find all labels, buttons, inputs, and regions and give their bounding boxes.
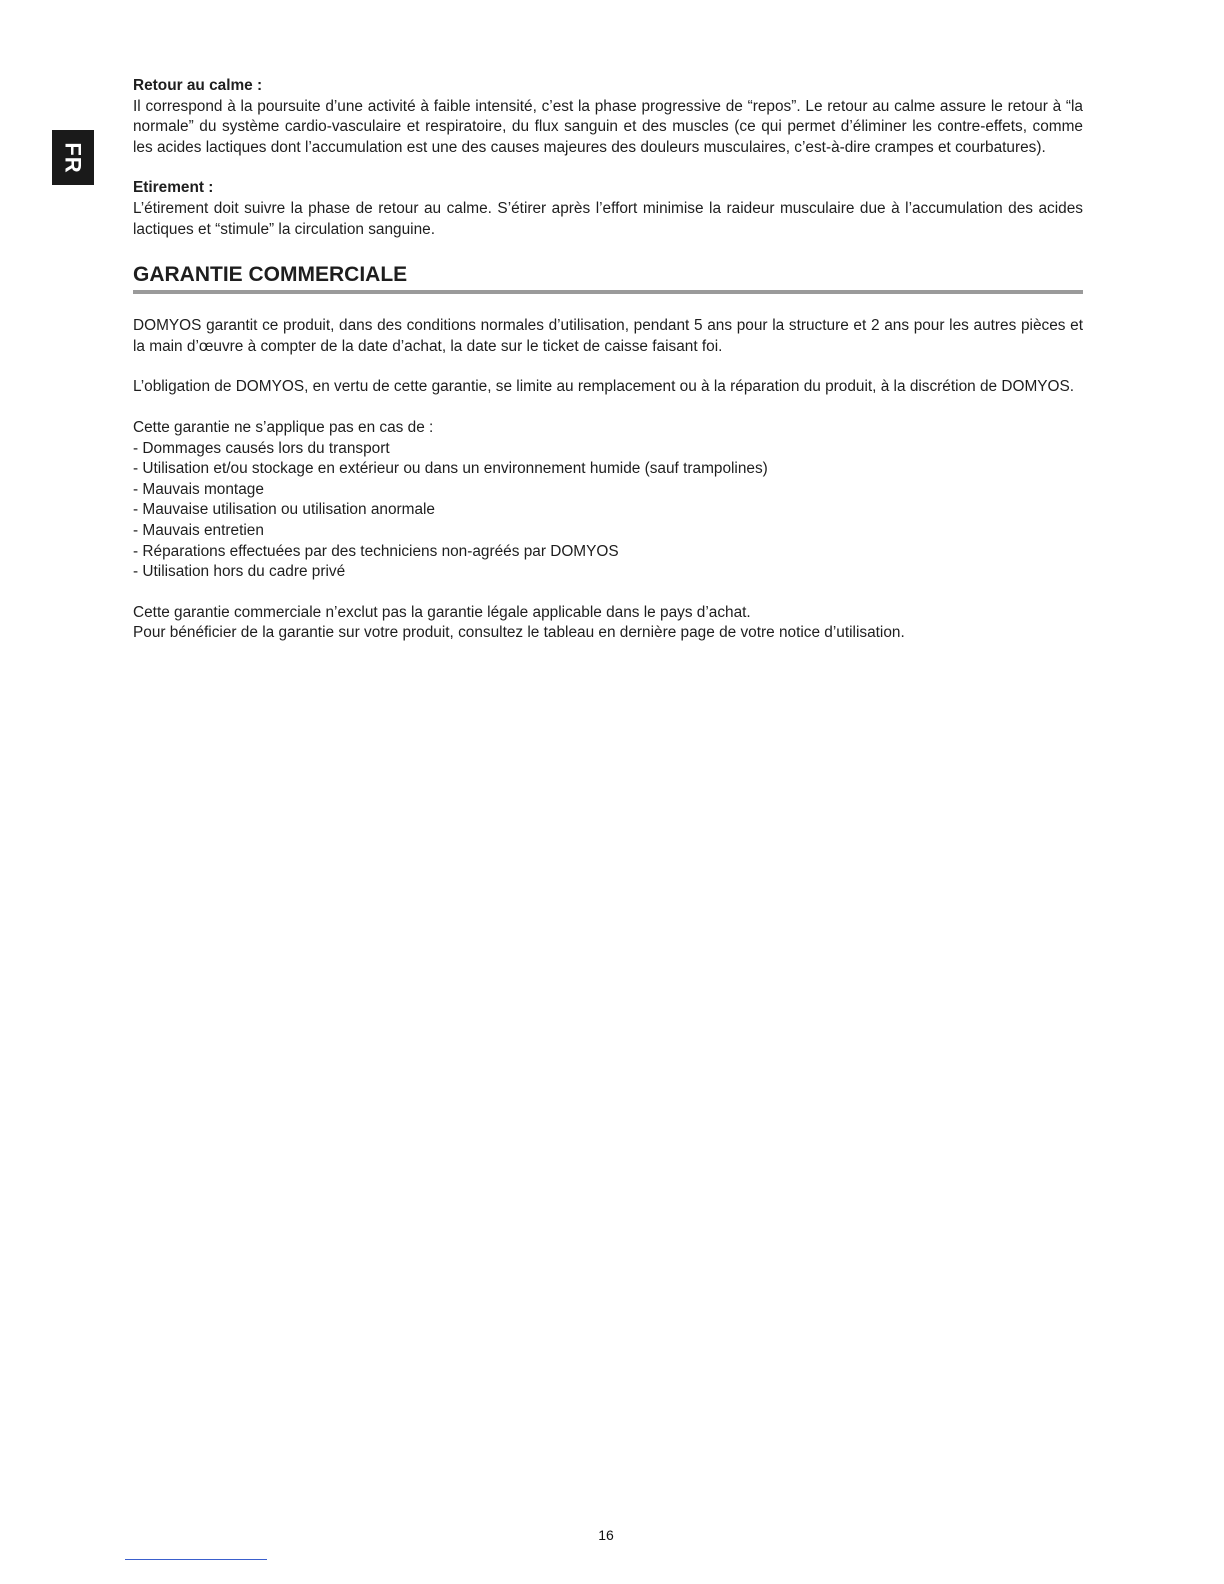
exclusions-intro: Cette garantie ne s’applique pas en cas de :: [133, 418, 434, 436]
warranty-closing-2: Pour bénéficier de la garantie sur votre produit, consultez le tableau en dernière page de votre notice d’utilisation.: [133, 624, 905, 642]
exclusion-item: - Utilisation hors du cadre privé: [133, 563, 346, 581]
exclusion-item: - Mauvaise utilisation ou utilisation anormale: [133, 501, 435, 519]
stretching-section: [133, 178, 1083, 240]
section-divider: [133, 290, 1083, 294]
cool-down-heading: Retour au calme :: [133, 77, 263, 94]
page-content: [133, 76, 1083, 644]
stretching-heading: Etirement :: [133, 179, 214, 197]
language-tab-label: FR: [60, 141, 86, 174]
exclusion-item: - Mauvais montage: [133, 480, 264, 498]
exclusion-item: - Utilisation et/ou stockage en extérieur ou dans un environnement humide (sauf trampolines): [133, 460, 768, 478]
footer-rule: [125, 1559, 267, 1560]
exclusion-item: - Mauvais entretien: [133, 521, 264, 539]
exclusions-list: [133, 439, 1083, 583]
spacer: [133, 583, 1083, 603]
spacer: [133, 240, 1083, 262]
warranty-section: [133, 262, 1083, 644]
cool-down-section: [133, 76, 1083, 158]
spacer: [133, 357, 1083, 377]
warranty-closing-1: Cette garantie commerciale n’exclut pas la garantie légale applicable dans le pays d’achat.: [133, 603, 751, 621]
language-tab: [52, 130, 94, 185]
page-number: 16: [598, 1527, 614, 1543]
exclusion-item: - Réparations effectuées par des techniciens non-agréés par DOMYOS: [133, 542, 619, 560]
cool-down-text: Il correspond à la poursuite d’une activité à faible intensité, c’est la phase progressive de “repos”. Le retour au calme assure le retour à “la normale” du système cardio-vasculaire et respiratoire, du flux sanguin et des muscles (ce qui permet d’éliminer les contre-effets, comme les acides lactiques dont l’accumulation est une des causes majeures des douleurs musculaires, c’est-à-dire crampes et courbatures).: [133, 97, 1083, 156]
spacer: [133, 398, 1083, 418]
spacer: [133, 158, 1083, 178]
warranty-paragraph-2: L’obligation de DOMYOS, en vertu de cette garantie, se limite au remplacement ou à la réparation du produit, à la discrétion de DOMYOS.: [133, 378, 1075, 396]
warranty-paragraph-1: DOMYOS garantit ce produit, dans des conditions normales d’utilisation, pendant 5 ans pour la structure et 2 ans pour les autres pièces et la main d’œuvre à compter de la date d’achat, la date sur le ticket de caisse faisant foi.: [133, 317, 1083, 355]
warranty-title: GARANTIE COMMERCIALE: [133, 263, 408, 287]
stretching-text: L’étirement doit suivre la phase de retour au calme. S’étirer après l’effort minimise la raideur musculaire due à l’accumulation des acides lactiques et “stimule” la circulation sanguine.: [133, 199, 1083, 238]
exclusion-item: - Dommages causés lors du transport: [133, 439, 390, 457]
